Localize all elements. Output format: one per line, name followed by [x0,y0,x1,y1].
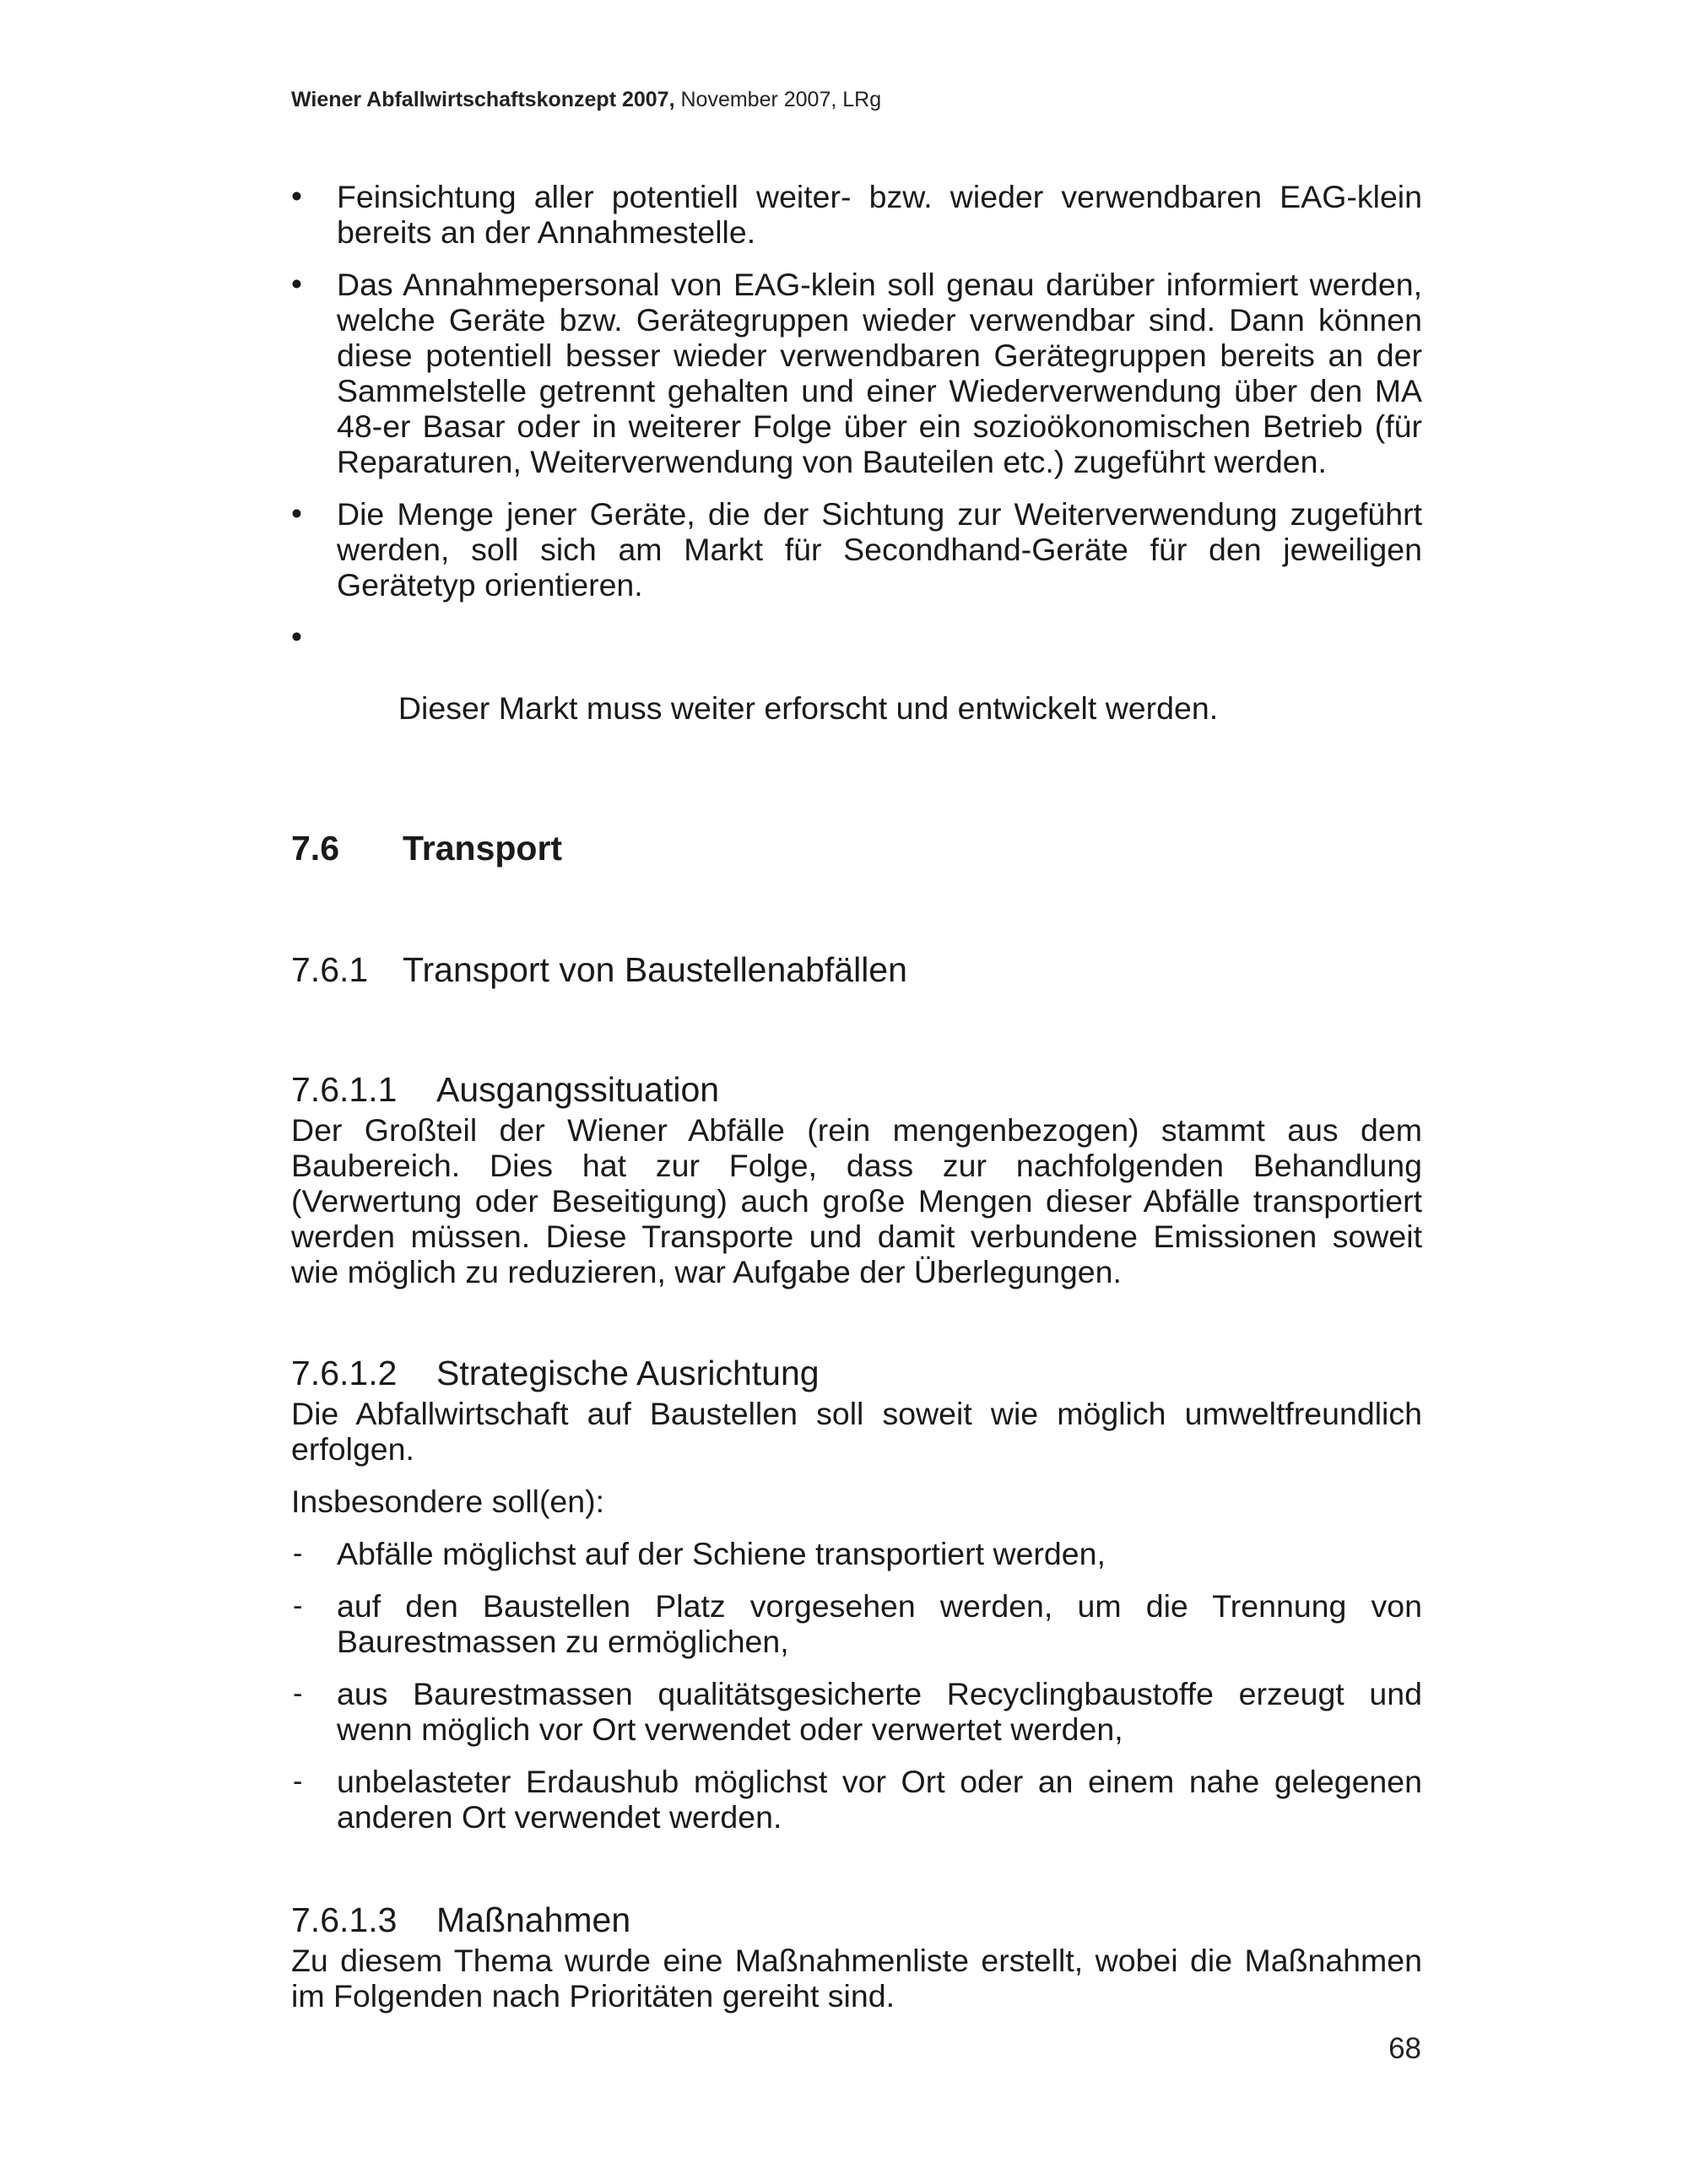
dash-text: unbelasteter Erdaushub möglichst vor Ort oder an einem nahe gelegenen anderen Ort verwendet werden. [337,1764,1422,1835]
header-subtitle: November 2007, LRg [680,88,882,111]
dash-item [291,1676,1422,1747]
dash-marker: - [293,1538,303,1570]
section-title: Transport [403,829,563,868]
paragraph-insbesondere: Insbesondere soll(en): [291,1484,605,1519]
subsubsection-number: 7.6.1.2 [291,1354,398,1392]
bullet-text: Das Annahmepersonal von EAG-klein soll genau darüber informiert werden, welche Geräte bzw. Gerätegruppen wieder verwendbar sind. Dann können diese potentiell besser wieder verwendbaren Gerätegruppen bereits an der Sammelstelle getrennt gehalten und einer Wiederverwendung über den MA 48-er Basar oder in weiterer Folge über ein sozioökonomischen Betrieb (für Reparaturen, Weiterverwendung von Bauteilen etc.) zugeführt werden. [337,267,1422,479]
bullet-marker: • [291,496,302,531]
subsubsection-title: Ausgangssituation [436,1070,720,1109]
subsubsection-heading-ausgangssituation [291,1068,1422,1111]
bullet-item [291,496,1422,603]
dash-item [291,1536,1422,1571]
bullet-marker: • [291,267,302,301]
paragraph-ausgangssituation: Der Großteil der Wiener Abfälle (rein mengenbezogen) stammt aus dem Baubereich. Dies hat zur Folge, dass zur nachfolgenden Behandlung (Verwertung oder Beseitigung) auch große Mengen dieser Abfälle transportiert werden müssen. Diese Transporte und damit verbundene Emissionen soweit wie möglich zu reduzieren, war Aufgabe der Überlegungen. [291,1112,1422,1289]
bullet-item [291,179,1422,250]
subsection-number: 7.6.1 [291,950,369,989]
dash-marker: - [293,1765,303,1797]
bullet-item [291,619,1422,761]
running-header [291,88,881,112]
bullet-item [291,267,1422,479]
subsubsection-title: Strategische Ausrichtung [436,1354,820,1392]
paragraph-strategie: Die Abfallwirtschaft auf Baustellen soll soweit wie möglich umweltfreundlich erfolgen. [291,1396,1422,1467]
subsection-title: Transport von Baustellenabfällen [403,950,907,989]
bullet-marker: • [291,179,302,214]
subsection-heading [291,949,1422,991]
subsubsection-number: 7.6.1.1 [291,1070,398,1109]
bullet-marker: • [291,619,302,654]
bullet-text: Feinsichtung aller potentiell weiter- bzw. wieder verwendbaren EAG-klein bereits an der Annahmestelle. [337,179,1422,250]
bullet-text: Die Menge jener Geräte, die der Sichtung zur Weiterverwendung zugeführt werden, soll sich am Markt für Secondhand-Geräte für den jeweiligen Gerätetyp orientieren. [337,496,1422,603]
dash-item [291,1588,1422,1659]
subsubsection-heading-strategische-ausrichtung [291,1352,1422,1394]
section-heading [291,827,1422,869]
dash-item [291,1764,1422,1835]
section-number: 7.6 [291,829,339,868]
paragraph-massnahmen: Zu diesem Thema wurde eine Maßnahmenliste erstellt, wobei die Maßnahmen im Folgenden nach Prioritäten gereiht sind. [291,1943,1422,2014]
dash-text: auf den Baustellen Platz vorgesehen werden, um die Trennung von Baurestmassen zu ermöglichen, [337,1588,1422,1659]
page-content [291,179,1422,2030]
subsubsection-title: Maßnahmen [436,1900,631,1939]
dash-marker: - [293,1590,303,1622]
dash-text: aus Baurestmassen qualitätsgesicherte Recyclingbaustoffe erzeugt und wenn möglich vor Ort verwendet oder verwertet werden, [337,1676,1422,1747]
dash-text: Abfälle möglichst auf der Schiene transportiert werden, [337,1536,1106,1571]
header-title: Wiener Abfallwirtschaftskonzept 2007, [291,88,675,111]
bullet-text: Dieser Markt muss weiter erforscht und entwickelt werden. [389,690,1219,726]
subsubsection-number: 7.6.1.3 [291,1900,398,1939]
page-number: 68 [1388,2032,1421,2065]
dash-marker: - [293,1678,303,1710]
subsubsection-heading-massnahmen [291,1899,1422,1941]
